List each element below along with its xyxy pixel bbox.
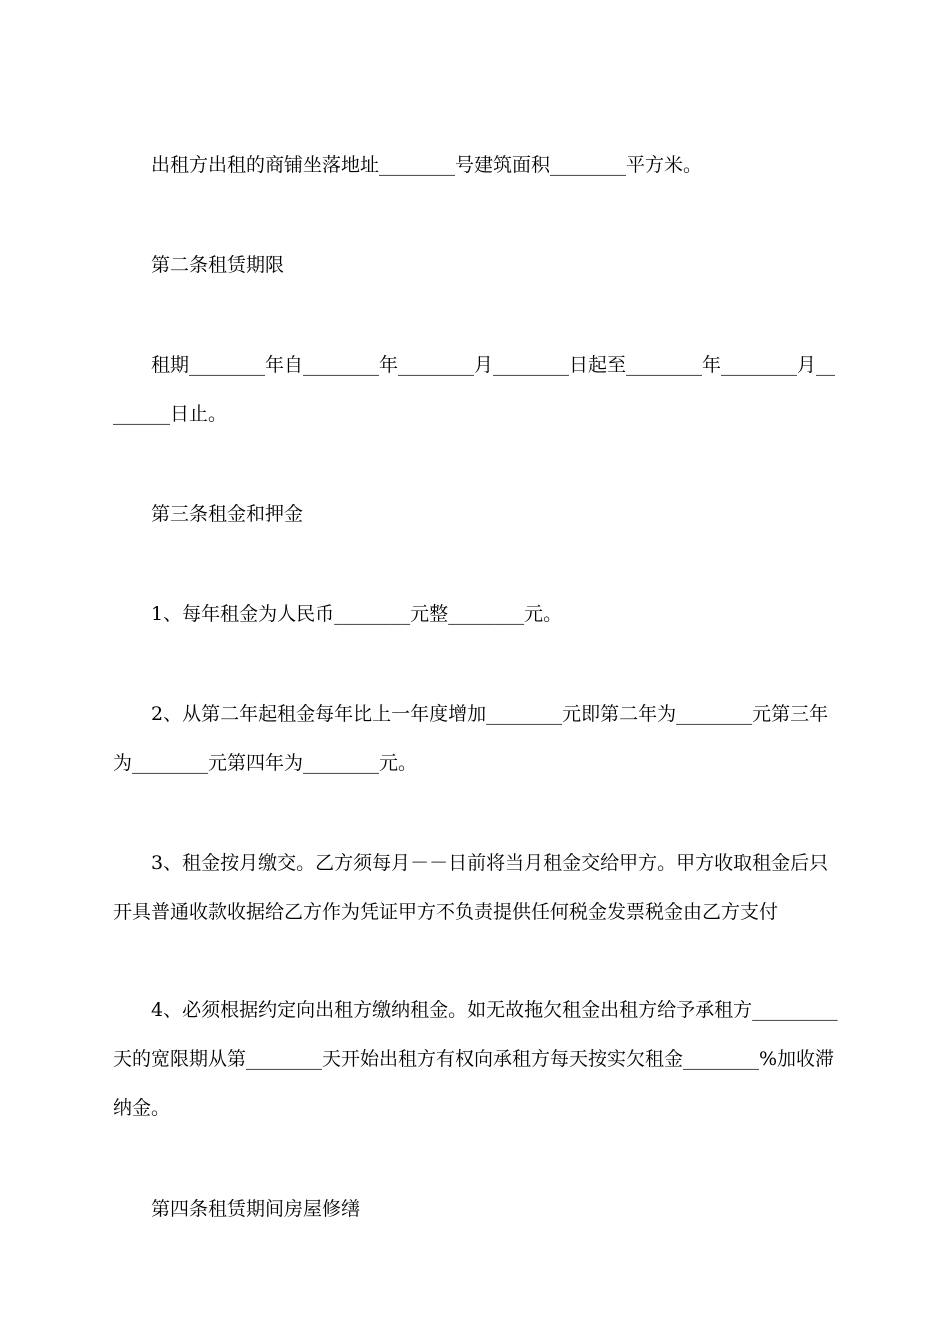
rent-increase-paragraph: 2、从第二年起租金每年比上一年度增加________元即第二年为________元第三年为________元第四年为________元。 [113,703,829,774]
article-4-heading: 第四条租赁期间房屋修缮 [151,1198,361,1220]
article-2-heading: 第二条租赁期限 [151,254,285,276]
article-3-heading: 第三条租金和押金 [151,503,304,525]
annual-rent-paragraph: 1、每年租金为人民币________元整________元。 [151,603,563,625]
late-payment-paragraph: 4、必须根据约定向出租方缴纳租金。如无故拖欠租金出租方给予承租方_________天的宽限期从第________天开始出租方有权向承租方每天按实欠租金________%加收滞纳金。 [113,999,838,1119]
monthly-payment-paragraph: 3、租金按月缴交。乙方须每月－－日前将当月租金交给甲方。甲方收取租金后只开具普通收款收据给乙方作为凭证甲方不负责提供任何税金发票税金由乙方支付 [113,852,829,923]
premises-address-paragraph: 出租方出租的商铺坐落地址________号建筑面积________平方米。 [151,154,703,176]
lease-term-paragraph: 租期________年自________年________月________日起至________年________月________日止。 [113,354,836,425]
